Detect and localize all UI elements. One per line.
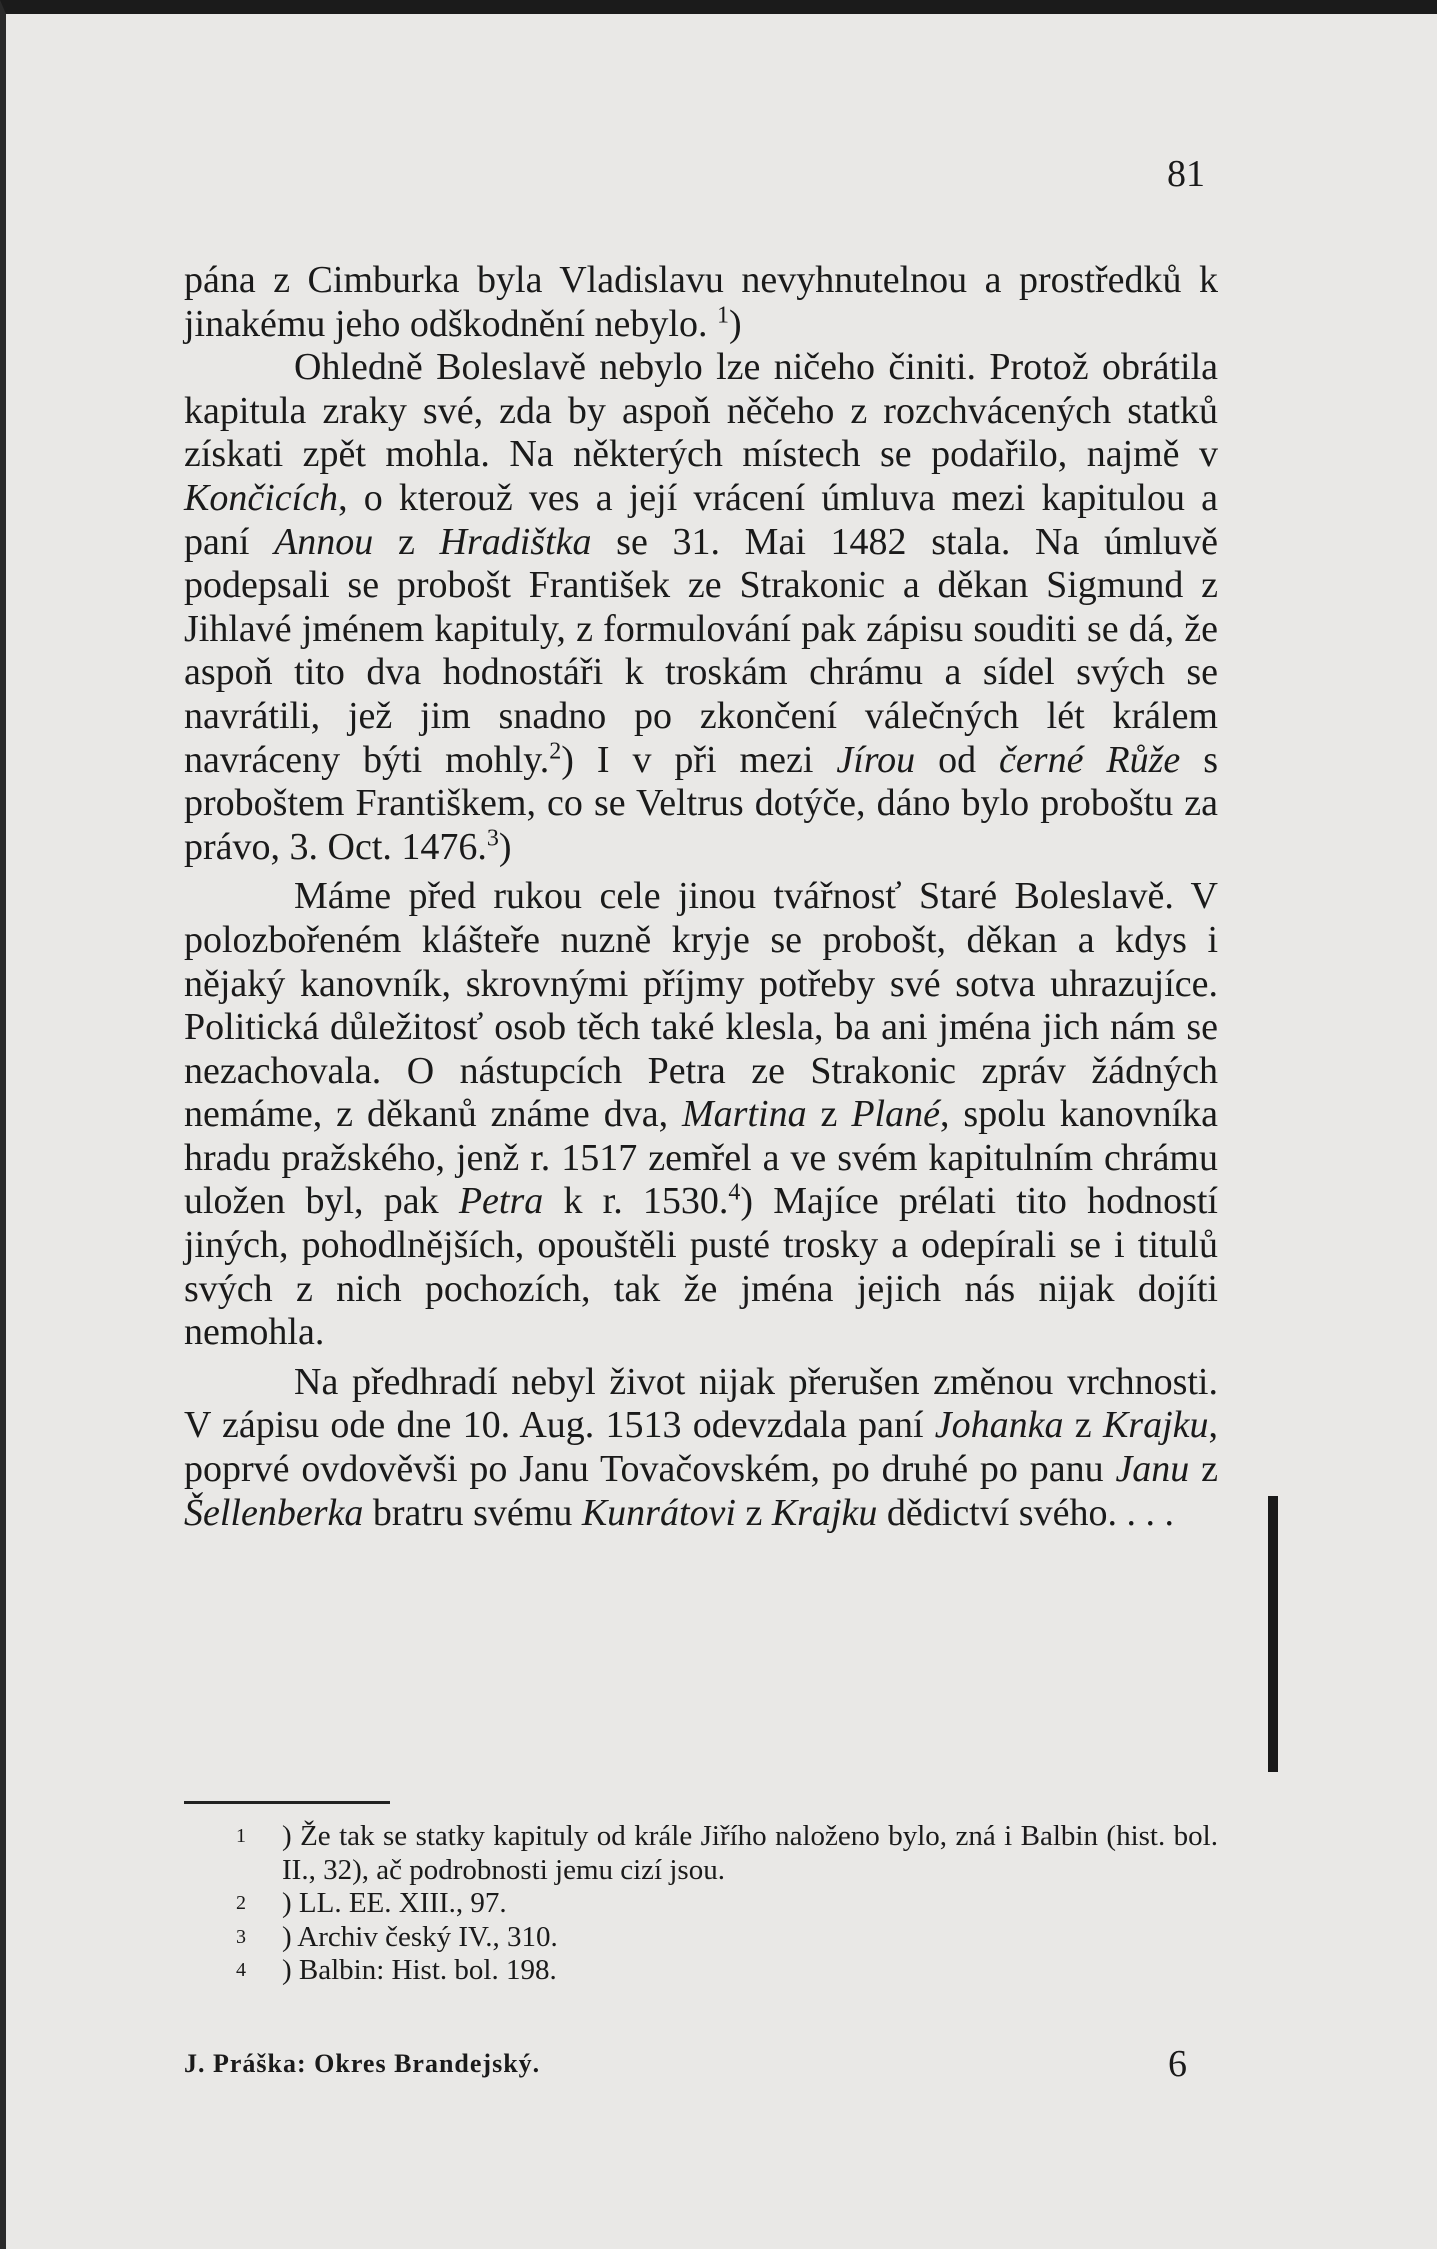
p4-c: z [1063,1404,1103,1447]
p4-place-krajku: Krajku [1102,1404,1209,1447]
p2-c: , o kterouž ves a její vrácení úmluva mezi kapitulou a paní [184,476,1218,563]
footnote-1 [236,1820,1218,1887]
p3-place-plane: Plané [851,1093,940,1136]
p2-place-koncicich: Končicích [184,476,339,519]
p3-g: k r. 1530. [543,1180,729,1223]
p2-place-cerne-ruze: černé Růže [999,738,1181,781]
footnote-ref-2: 2 [549,737,562,764]
p3-e: , spolu kanovníka hradu pražského, jenž r. 1517 zemřel a ve svém kapitulním chrámu uložen byl, pak [184,1093,1218,1223]
space [707,303,717,345]
p4-place-sellenberka: Šellenberka [184,1491,364,1534]
p4-name-kunratovi: Kunrátovi [581,1491,736,1534]
paragraph-1-text: pána z Cimburka byla Vladislavu nevyhnutelnou a prostředků k jinakému jeho odškodnění nebylo. [184,259,1218,345]
p2-g: se 31. Mai 1482 stala. Na úmluvě podepsali se probošt František ze Strakonic a děkan Sigmund z Jihlavé jménem kapituly, z formulování pak zápisu souditi se dá, že aspoň tito dva hodnostáři k troskám chrámu a sídel svých se navrátili, jež jim snadno po zkončení válečných lét králem navráceny býti mohly. [184,520,1218,781]
footnote-4 [236,1954,1218,1988]
paragraph-2 [184,346,1218,869]
p4-name-johanka: Johanka [934,1404,1064,1447]
p2-place-hradistka: Hradištka [439,520,592,563]
footnote-divider [184,1801,390,1804]
p2-name-annou: Annou [274,520,374,563]
footnote-3 [236,1921,1218,1955]
p4-m: dědictví svého. . . . [877,1491,1174,1534]
p4-g: z [1189,1448,1218,1491]
footnote-mark-4: 4 [236,1959,246,1981]
footnote-text-4: ) Balbin: Hist. bol. 198. [282,1954,557,1986]
p2-a: Ohledně Boleslavě nebylo lze ničeho činiti. Protož obrátila kapitula zraky své, zda by aspoň něčeho z rozchvácených statků získati zpět mohla. Na některých místech se podařilo, najmě v [184,346,1218,476]
p4-k: z [735,1491,772,1534]
page-number: 81 [1167,153,1205,195]
p3-h: ) Majíce prélati tito hodností jiných, pohodlnějších, opouštěli pusté trosky a odepírali se i titulů svých z nich pochozích, tak že jména jejich nás nijak dojíti nemohla. [184,1180,1218,1354]
footnote-ref-4: 4 [728,1179,741,1206]
p3-name-martina: Martina [682,1093,807,1136]
p4-place-krajku-2: Krajku [771,1491,878,1534]
paragraph-1 [184,259,1218,346]
p2-m: ) [498,825,512,868]
footnote-mark-1: 1 [236,1825,246,1847]
p4-e: , poprvé ovdověvši po Janu Tovačovském, po druhé po panu [184,1404,1218,1491]
footnote-ref-3: 3 [486,825,499,852]
footnote-mark [236,1820,246,1861]
footnote-mark-2: 2 [236,1892,246,1914]
margin-mark-bar [1268,1496,1278,1772]
paren: ) [728,302,742,345]
footnote-mark [236,1954,246,1995]
p2-e: z [373,520,440,563]
p3-c: z [806,1093,852,1136]
footnote-mark-3: 3 [236,1925,246,1948]
main-text [184,259,1218,1535]
footnote-ref-1: 1 [716,301,729,328]
p2-h: ) I v při mezi [561,738,837,781]
p2-j: od [915,738,1000,781]
footnotes [236,1820,1218,1988]
running-footer: J. Práška: Okres Brandejský. [184,2049,541,2078]
p4-name-janu: Janu [1115,1448,1190,1491]
p4-a: Na předhradí nebyl život nijak přerušen změnou vrchnosti. V zápisu ode dne 10. Aug. 1513 odevzdala paní [184,1360,1218,1447]
footnote-text-1: ) Že tak se statky kapituly od krále Jiřího naloženo bylo, zná i Balbin (hist. bol. II., 32), ač podrobnosti jemu cizí jsou. [282,1820,1218,1886]
footnote-2 [236,1887,1218,1921]
p2-name-jirou: Jírou [836,738,916,781]
signature-mark: 6 [1168,2043,1187,2085]
p3-a: Máme před rukou cele jinou tvářnosť Staré Boleslavě. V polozbořeném klášteře nuzně kryje se probošt, děkan a kdys i nějaký kanovník, skrovnými příjmy potřeby své sotva uhrazujíce. Politická důležitosť osob těch také klesla, ba ani jména jich nám se nezachovala. O nástupcích Petra ze Strakonic zpráv žádných nemáme, z děkanů známe dva, [184,875,1218,1136]
paragraph-3 [184,875,1218,1355]
p4-i: bratru svému [363,1491,582,1534]
footnote-text-3: ) Archiv český IV., 310. [282,1920,558,1953]
p2-l: s proboštem Františkem, co se Veltrus dotýče, dáno bylo proboštu za právo, 3. Oct. 1476. [184,738,1218,868]
p3-name-petra: Petra [458,1180,544,1223]
footnote-text-2: ) LL. EE. XIII., 97. [282,1887,507,1919]
paragraph-4 [184,1361,1218,1535]
